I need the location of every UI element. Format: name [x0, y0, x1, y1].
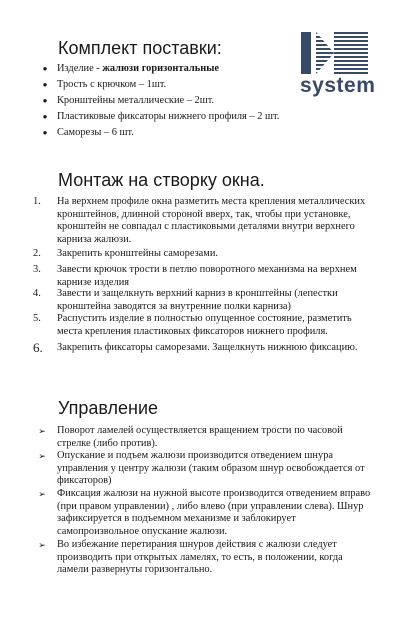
- item-line: (при правом управлении) , либо влево (при управлении слева). Шнур: [57, 500, 364, 512]
- item-line: производить при открытых ламелях, то есть, в положении, когда: [57, 551, 343, 563]
- item-text: Изделие -: [57, 63, 103, 74]
- step-line: кронштейна заводятся за внутренние полки карниза): [57, 300, 292, 312]
- step-number: 4.: [33, 288, 41, 299]
- bullet-icon: ●: [42, 128, 48, 137]
- logo-text: system: [300, 74, 376, 97]
- item-line: ламели развернуты горизонтально.: [57, 564, 213, 575]
- arrow-bullet-icon: ➢: [38, 426, 46, 436]
- step-line: Закрепить фиксаторы саморезами. Защелкнуть нижнюю фиксацию.: [57, 342, 358, 353]
- arrow-bullet-icon: ➢: [38, 540, 46, 550]
- step-number: 5.: [33, 313, 41, 324]
- step-line: кронштейн не совпадал с пластиковыми деталями внутри верхнего: [57, 221, 355, 232]
- step-line: Распустить изделие в полностью опущенное состояние, разметить: [57, 313, 352, 324]
- item-line: Опускание и подъем жалюзи производится отведением шнура: [57, 450, 333, 461]
- step-number: 6.: [33, 340, 43, 355]
- item-text: Саморезы – 6 шт.: [57, 127, 134, 138]
- step-line: Завести и защелкнуть верхний карниз в кронштейны (лепестки: [57, 288, 338, 299]
- item-text: Трость с крючком – 1шт.: [57, 79, 167, 90]
- item-line: Фиксация жалюзи на нужной высоте производится отведением вправо: [57, 488, 371, 499]
- step-line: Завести крючок трости в петлю поворотного механизма на верхнем: [57, 264, 357, 275]
- item-text: Кронштейны металлические – 2шт.: [57, 95, 215, 106]
- step-line: карниза жалюзи.: [57, 233, 132, 245]
- bullet-icon: ●: [42, 80, 48, 89]
- step-line: Закрепить кронштейны саморезами.: [57, 248, 219, 259]
- bullet-icon: ●: [42, 96, 48, 105]
- item-line: управления у центру жалюзи (таким образом шнур освобождается от: [57, 462, 365, 474]
- item-line: Поворот ламелей осуществляется вращением трости по часовой: [57, 425, 343, 436]
- item-text: Пластиковые фиксаторы нижнего профиля – 2 шт.: [57, 111, 280, 122]
- step-line: На верхнем профиле окна разметить места крепления металлических: [57, 196, 366, 207]
- item-line: стрелке (либо против).: [57, 437, 158, 449]
- item-line: фиксаторов): [57, 475, 112, 486]
- item-line: Во избежание перетирания шнуров действия с жалюзи следует: [57, 539, 337, 550]
- item-bold-text: жалюзи горизонтальные: [102, 63, 219, 74]
- step-number: 2.: [33, 248, 41, 259]
- item-line: зафиксируется в подъемном механизме и заблокирует: [57, 513, 296, 524]
- section-title-contents: Комплект поставки:: [58, 38, 222, 58]
- step-line: карнизе изделия: [57, 276, 130, 288]
- bullet-icon: ●: [42, 112, 48, 121]
- bullet-icon: ●: [42, 64, 48, 73]
- arrow-bullet-icon: ➢: [38, 451, 46, 461]
- step-number: 3.: [33, 264, 41, 275]
- step-line: места крепления пластиковых фиксаторов нижнего профиля.: [57, 325, 328, 337]
- item-line: самопроизвольное опускание жалюзи.: [57, 525, 228, 537]
- step-line: кронштейнов, длинной стороной вверх, так, чтобы при установке,: [57, 208, 351, 220]
- step-number: 1.: [33, 196, 41, 207]
- section-title-mounting: Монтаж на створку окна.: [58, 170, 265, 190]
- section-title-control: Управление: [58, 398, 159, 418]
- arrow-bullet-icon: ➢: [38, 489, 46, 499]
